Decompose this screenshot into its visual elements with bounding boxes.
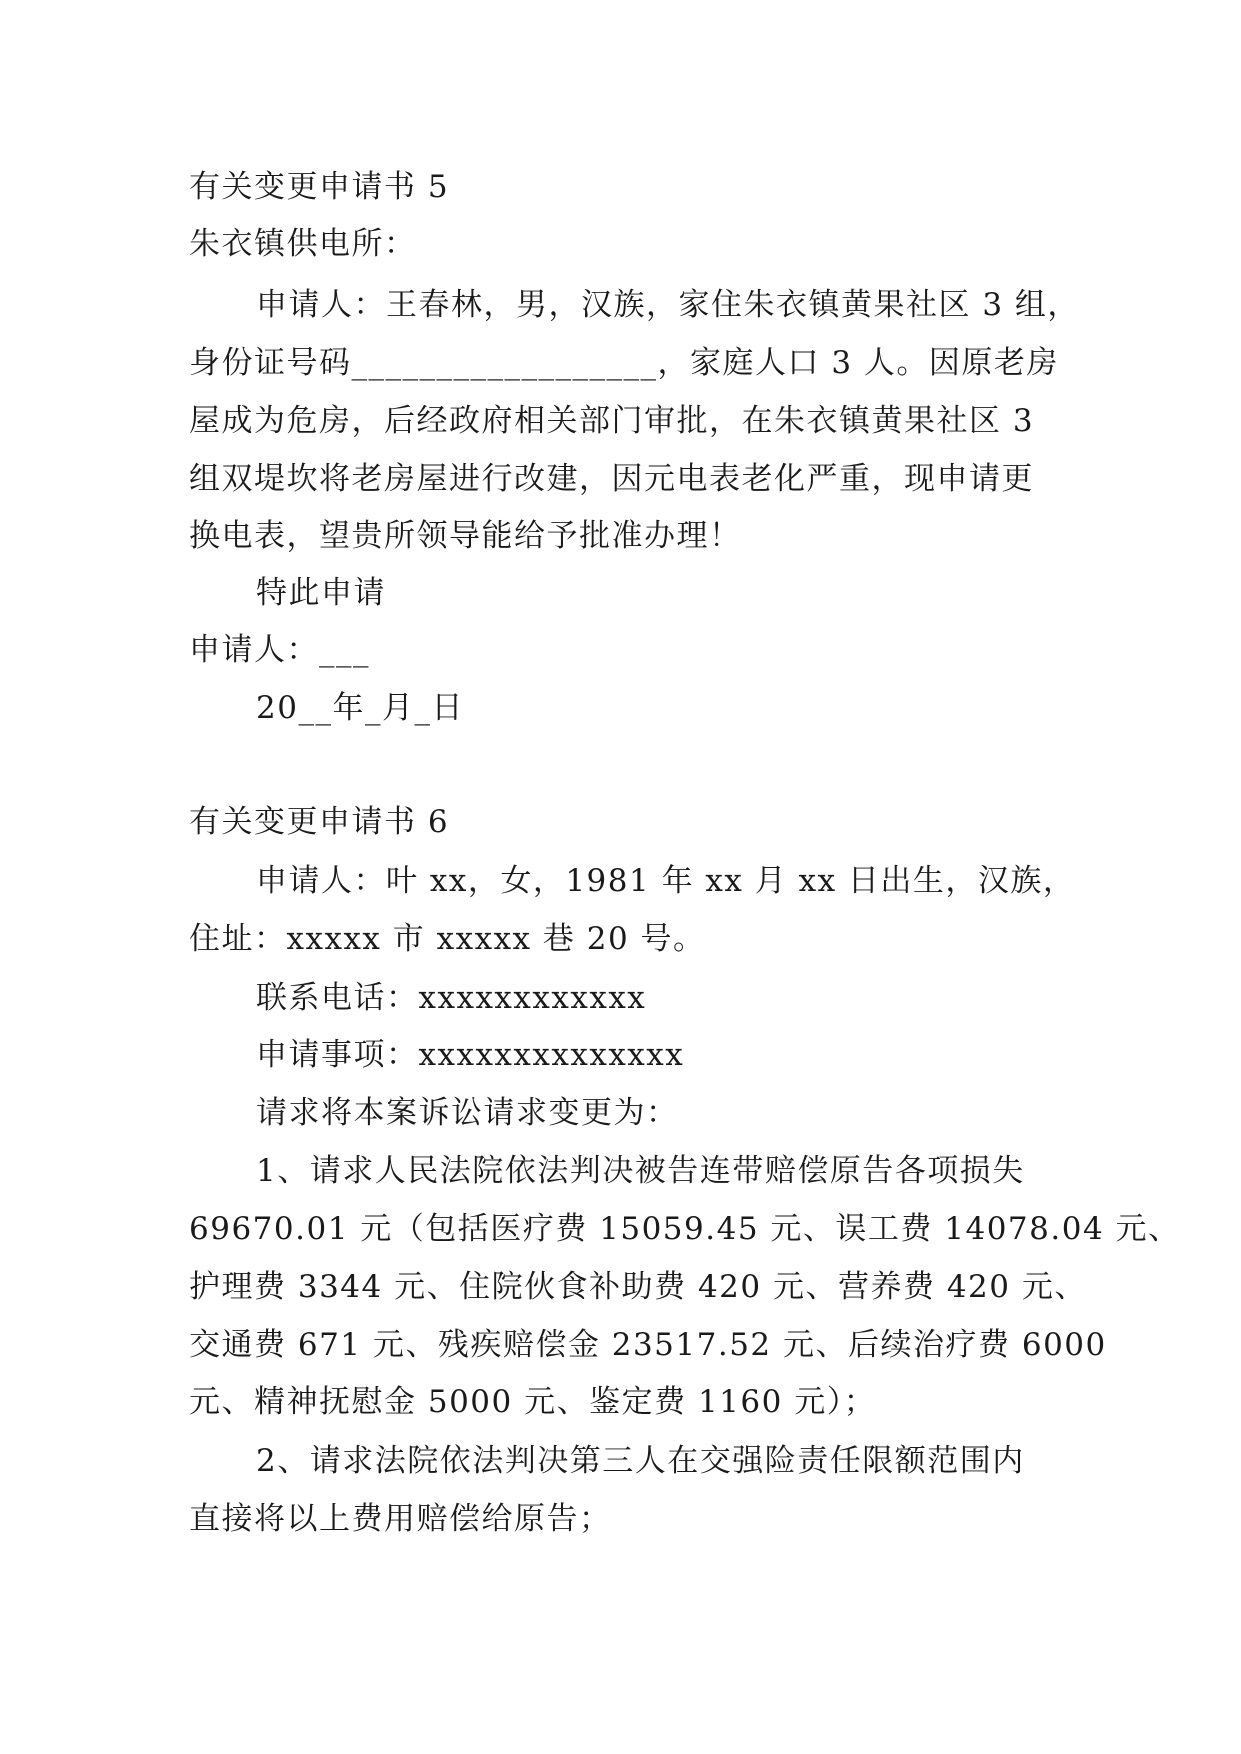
section6-item1-line: 护理费 3344 元、住院伙食补助费 420 元、营养费 420 元、 xyxy=(189,1269,1087,1305)
section6-item2-line: 直接将以上费用赔偿给原告； xyxy=(189,1501,612,1537)
section5-closing: 特此申请 xyxy=(256,575,386,611)
section6-request-intro: 请求将本案诉讼请求变更为： xyxy=(256,1095,679,1131)
section6-matter: 申请事项：xxxxxxxxxxxxxx xyxy=(256,1037,685,1073)
section6-item1-line: 1、请求人民法院依法判决被告连带赔偿原告各项损失 xyxy=(256,1153,1025,1189)
section6-title: 有关变更申请书 6 xyxy=(189,804,450,840)
section5-title: 有关变更申请书 5 xyxy=(189,169,450,205)
section6-item1-line: 交通费 671 元、残疾赔偿金 23517.52 元、后续治疗费 6000 xyxy=(189,1327,1107,1363)
section6-item2-line: 2、请求法院依法判决第三人在交强险责任限额范围内 xyxy=(256,1443,1025,1479)
section6-applicant-line: 申请人：叶 xx，女，1981 年 xx 月 xx 日出生，汉族， xyxy=(256,863,1076,899)
section6-applicant-line: 住址：xxxxx 市 xxxxx 巷 20 号。 xyxy=(189,921,706,957)
section6-item1-line: 69670.01 元（包括医疗费 15059.45 元、误工费 14078.04 元、 xyxy=(189,1211,1181,1247)
section5-body-line: 组双堤坎将老房屋进行改建，因元电表老化严重，现申请更 xyxy=(189,461,1034,497)
section6-phone: 联系电话：xxxxxxxxxxxx xyxy=(256,980,647,1016)
section5-body-line: 申请人：王春林，男，汉族，家住朱衣镇黄果社区 3 组， xyxy=(256,287,1080,323)
section5-addressee: 朱衣镇供电所： xyxy=(189,226,417,262)
section5-body-line: 屋成为危房，后经政府相关部门审批，在朱衣镇黄果社区 3 xyxy=(189,403,1035,439)
section5-signature: 申请人：___ xyxy=(189,632,370,668)
section5-body-line: 换电表，望贵所领导能给予批准办理！ xyxy=(189,518,742,554)
section5-date: 20__年_月_日 xyxy=(256,690,464,726)
section5-body-line: 身份证号码__________________，家庭人口 3 人。因原老房 xyxy=(189,345,1059,381)
section6-item1-line: 元、精神抚慰金 5000 元、鉴定费 1160 元）； xyxy=(189,1384,877,1420)
